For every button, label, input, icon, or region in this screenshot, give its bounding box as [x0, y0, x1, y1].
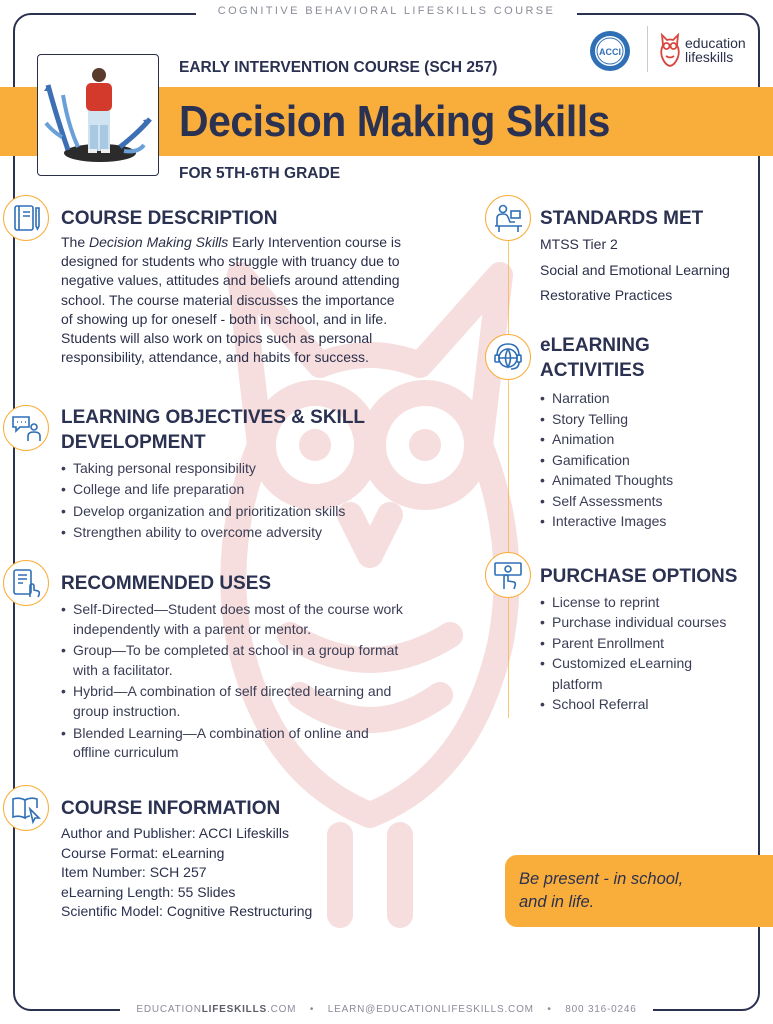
- desk-worker-icon: [485, 195, 531, 241]
- list-item: • Strengthen ability to overcome adversity: [61, 522, 345, 543]
- acci-seal-logo: [589, 30, 631, 72]
- description-line: negative values, attitudes and beliefs around attending: [61, 272, 400, 289]
- list-item: • Animation: [540, 429, 673, 450]
- list-item: • Blended Learning—A combination of online and offline curriculum: [61, 724, 403, 763]
- uses-list: [61, 600, 403, 763]
- course-information-heading: COURSE INFORMATION: [61, 798, 281, 819]
- globe-headset-icon: [485, 334, 531, 380]
- description-line: of showing up for oneself - both in school, and in life.: [61, 310, 388, 327]
- footer-separator: •: [309, 1004, 315, 1015]
- list-item: • Self Assessments: [540, 491, 673, 512]
- hero-illustration: [37, 54, 159, 176]
- course-description-heading: COURSE DESCRIPTION: [61, 208, 278, 229]
- description-line: The Decision Making Skills Early Intervention course is: [61, 234, 402, 250]
- speech-bubble-person-icon: [3, 405, 49, 451]
- top-caption: COGNITIVE BEHAVIORAL LIFESKILLS COURSE: [0, 5, 773, 17]
- course-code-line: EARLY INTERVENTION COURSE (SCH 257): [179, 59, 498, 76]
- elearning-list: [540, 388, 673, 532]
- course-information-details: [61, 825, 312, 923]
- list-item: • Purchase individual courses: [540, 612, 726, 632]
- open-book-cursor-icon: [3, 785, 49, 831]
- page-title: Decision Making Skills: [179, 97, 610, 146]
- list-item: Restorative Practices: [540, 287, 673, 303]
- objectives-list: [61, 458, 345, 544]
- list-item: • Narration: [540, 388, 673, 409]
- quote-callout: Be present - in school, and in life.: [505, 855, 773, 927]
- grade-level: FOR 5TH-6TH GRADE: [179, 165, 341, 182]
- footer-phone[interactable]: 800 316-0246: [565, 1004, 637, 1015]
- list-item: • License to reprint: [540, 592, 726, 612]
- standards-list: [540, 236, 730, 313]
- tablet-touch-icon: [3, 560, 49, 606]
- owl-logo-icon: [659, 32, 681, 68]
- cash-hand-icon: [485, 552, 531, 598]
- info-row: Course Format: eLearning: [61, 844, 225, 861]
- description-line: designed for students who struggle with truancy due to: [61, 253, 400, 270]
- purchase-options-heading: PURCHASE OPTIONS: [540, 566, 738, 587]
- description-line: school. The course material discusses the importance: [61, 291, 395, 308]
- description-line: responsibility, attendance, and habits for success.: [61, 349, 369, 366]
- info-row: Author and Publisher: ACCI Lifeskills: [61, 825, 290, 841]
- purchase-list: [540, 592, 726, 714]
- list-item: • Gamification: [540, 450, 673, 471]
- info-row: Scientific Model: Cognitive Restructuring: [61, 903, 313, 920]
- list-item: Social and Emotional Learning: [540, 261, 730, 278]
- list-item: • Customized eLearning platform: [540, 653, 726, 694]
- list-item: • Develop organization and prioritization skills: [61, 501, 345, 522]
- right-column-divider: [508, 238, 509, 718]
- list-item: • Story Telling: [540, 409, 673, 430]
- course-description-text: [61, 233, 401, 367]
- footer-website[interactable]: EDUCATIONLIFESKILLS.COM: [136, 1004, 297, 1015]
- description-line: Students will also work on topics such as personal: [61, 330, 373, 347]
- standards-met-heading: STANDARDS MET: [540, 208, 704, 229]
- elearning-activities-heading: eLEARNING ACTIVITIES: [540, 335, 650, 381]
- list-item: • Hybrid—A combination of self directed learning and group instruction.: [61, 682, 403, 721]
- list-item: • Animated Thoughts: [540, 470, 673, 491]
- list-item: • College and life preparation: [61, 479, 345, 500]
- recommended-uses-heading: RECOMMENDED USES: [61, 573, 272, 594]
- list-item: • Interactive Images: [540, 511, 673, 532]
- info-row: eLearning Length: 55 Slides: [61, 883, 236, 900]
- footer-separator: •: [547, 1004, 552, 1015]
- list-item: • Self-Directed—Student does most of the course work independently with a parent or mentor.: [61, 600, 403, 639]
- footer-email[interactable]: LEARN@EDUCATIONLIFESKILLS.COM: [327, 1004, 534, 1015]
- list-item: • School Referral: [540, 694, 726, 714]
- education-lifeskills-logo: education lifeskills: [659, 32, 769, 72]
- footer: [0, 1004, 773, 1015]
- learning-objectives-heading: LEARNING OBJECTIVES & SKILL DEVELOPMENT: [61, 407, 366, 453]
- logo-divider: [647, 26, 648, 72]
- list-item: • Parent Enrollment: [540, 633, 726, 653]
- notebook-icon: [3, 195, 49, 241]
- info-row: Item Number: SCH 257: [61, 864, 207, 881]
- list-item: • Taking personal responsibility: [61, 458, 345, 479]
- list-item: • Group—To be completed at school in a group format with a facilitator.: [61, 641, 403, 680]
- list-item: MTSS Tier 2: [540, 236, 618, 252]
- svg-text:ACCI: ACCI: [599, 47, 621, 57]
